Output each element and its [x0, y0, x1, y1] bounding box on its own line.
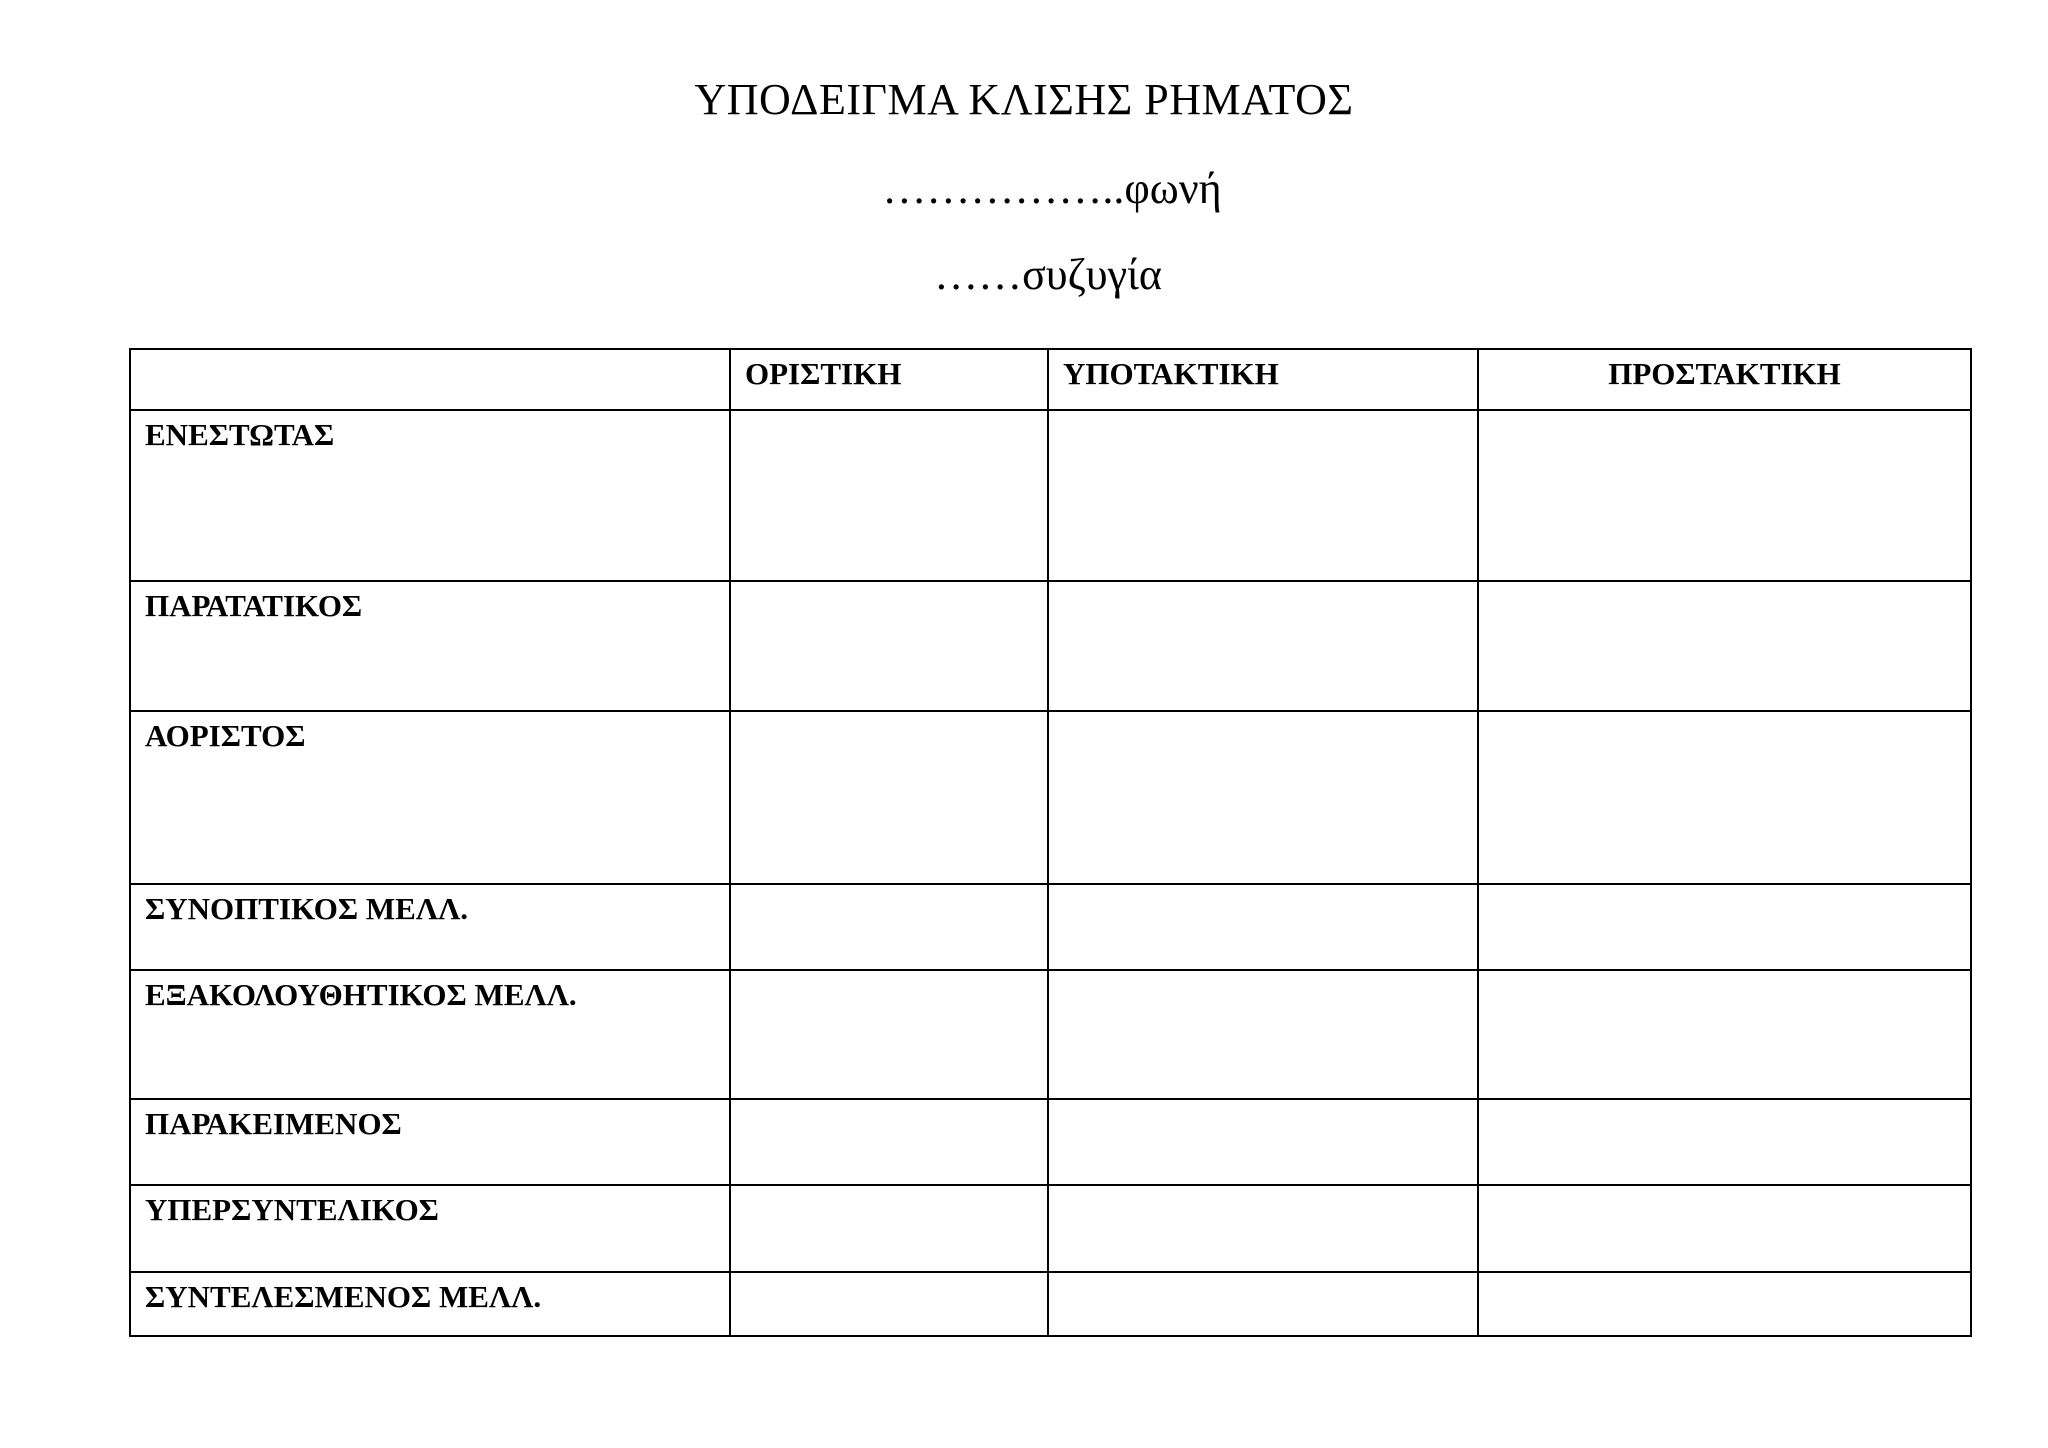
- answer-cell-subjunctive[interactable]: [1048, 970, 1478, 1099]
- answer-cell-indicative[interactable]: [730, 1185, 1048, 1272]
- tense-label: ΣΥΝΤΕΛΕΣΜΕΝΟΣ ΜΕΛΛ.: [130, 1272, 730, 1336]
- answer-cell-imperative[interactable]: [1478, 1185, 1971, 1272]
- header-imperative: ΠΡΟΣΤΑΚΤΙΚΗ: [1478, 349, 1971, 410]
- answer-cell-indicative[interactable]: [730, 884, 1048, 970]
- table-row: [130, 711, 1971, 884]
- answer-cell-subjunctive[interactable]: [1048, 581, 1478, 711]
- table-row: [130, 884, 1971, 970]
- table-header-row: [130, 349, 1971, 410]
- answer-cell-imperative[interactable]: [1478, 884, 1971, 970]
- header-corner-cell: [130, 349, 730, 410]
- answer-cell-indicative[interactable]: [730, 410, 1048, 581]
- answer-cell-imperative[interactable]: [1478, 970, 1971, 1099]
- answer-cell-indicative[interactable]: [730, 970, 1048, 1099]
- tense-label: ΠΑΡΑΚΕΙΜΕΝΟΣ: [130, 1099, 730, 1185]
- answer-cell-imperative[interactable]: [1478, 581, 1971, 711]
- answer-cell-indicative[interactable]: [730, 581, 1048, 711]
- answer-cell-subjunctive[interactable]: [1048, 884, 1478, 970]
- header-subjunctive: ΥΠΟΤΑΚΤΙΚΗ: [1048, 349, 1478, 410]
- answer-cell-subjunctive[interactable]: [1048, 711, 1478, 884]
- table-row: [130, 410, 1971, 581]
- answer-cell-subjunctive[interactable]: [1048, 410, 1478, 581]
- tense-label: ΑΟΡΙΣΤΟΣ: [130, 711, 730, 884]
- answer-cell-subjunctive[interactable]: [1048, 1099, 1478, 1185]
- table-row: [130, 970, 1971, 1099]
- answer-cell-subjunctive[interactable]: [1048, 1272, 1478, 1336]
- answer-cell-imperative[interactable]: [1478, 1099, 1971, 1185]
- page-title: ΥΠΟΔΕΙΓΜΑ ΚΛΙΣΗΣ ΡΗΜΑΤΟΣ: [694, 75, 1354, 124]
- answer-cell-imperative[interactable]: [1478, 410, 1971, 581]
- tense-label: ΠΑΡΑΤΑΤΙΚΟΣ: [130, 581, 730, 711]
- tense-label: ΣΥΝΟΠΤΙΚΟΣ ΜΕΛΛ.: [130, 884, 730, 970]
- answer-cell-indicative[interactable]: [730, 1099, 1048, 1185]
- answer-cell-imperative[interactable]: [1478, 711, 1971, 884]
- answer-cell-indicative[interactable]: [730, 711, 1048, 884]
- tense-label: ΕΝΕΣΤΩΤΑΣ: [130, 410, 730, 581]
- tense-label: ΕΞΑΚΟΛΟΥΘΗΤΙΚΟΣ ΜΕΛΛ.: [130, 970, 730, 1099]
- table-row: [130, 1272, 1971, 1336]
- voice-blank-line: ……………..φωνή: [882, 164, 1222, 213]
- table-row: [130, 1185, 1971, 1272]
- conjugation-table: [129, 348, 1972, 1337]
- conjugation-blank-line: ……συζυγία: [934, 250, 1162, 299]
- table-row: [130, 581, 1971, 711]
- answer-cell-indicative[interactable]: [730, 1272, 1048, 1336]
- tense-label: ΥΠΕΡΣΥΝΤΕΛΙΚΟΣ: [130, 1185, 730, 1272]
- answer-cell-imperative[interactable]: [1478, 1272, 1971, 1336]
- answer-cell-subjunctive[interactable]: [1048, 1185, 1478, 1272]
- table-row: [130, 1099, 1971, 1185]
- header-indicative: ΟΡΙΣΤΙΚΗ: [730, 349, 1048, 410]
